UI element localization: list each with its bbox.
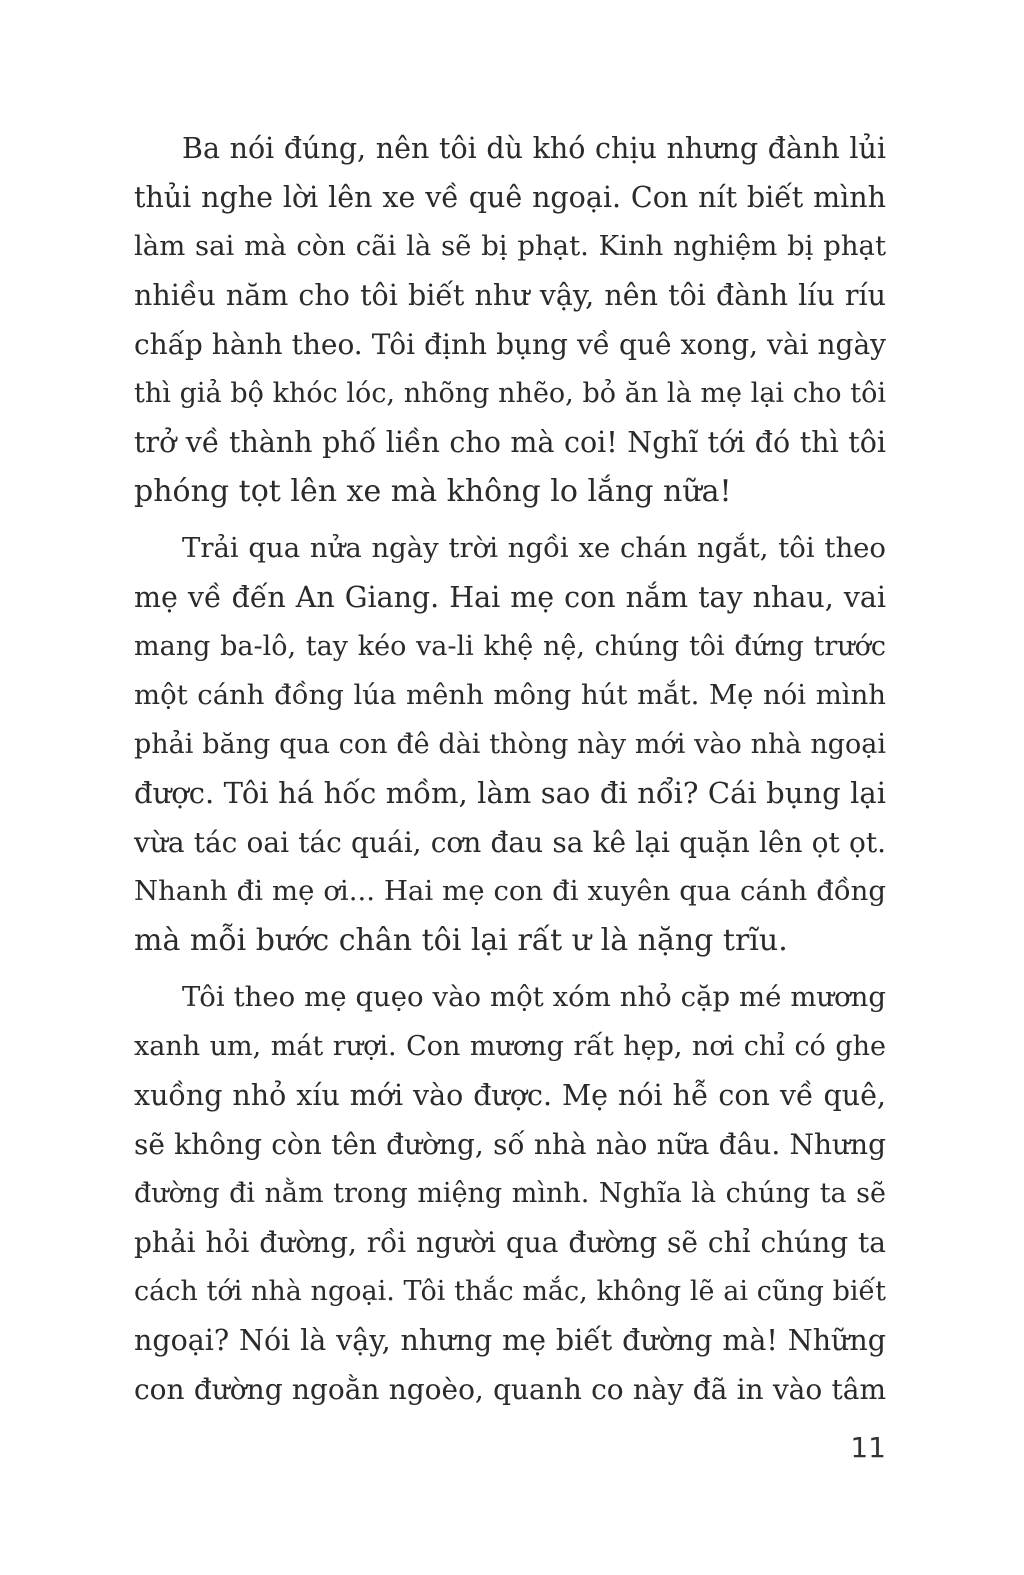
text-line: thì giả bộ khóc lóc, nhõng nhẽo, bỏ ăn là mẹ lại cho tôi xyxy=(134,378,886,409)
text-line: mang ba-lô, tay kéo va-li khệ nệ, chúng tôi đứng trước xyxy=(134,631,886,662)
paragraph-1 xyxy=(134,124,886,516)
text-line: cách tới nhà ngoại. Tôi thắc mắc, không lẽ ai cũng biết xyxy=(134,1276,886,1307)
text-line: Trải qua nửa ngày trời ngồi xe chán ngắt, tôi theo xyxy=(182,532,886,564)
paragraph-2 xyxy=(134,524,886,965)
text-line: nhiều năm cho tôi biết như vậy, nên tôi đành líu ríu xyxy=(134,279,886,312)
text-line: một cánh đồng lúa mênh mông hút mắt. Mẹ nói mình xyxy=(134,679,886,711)
text-line: Tôi theo mẹ quẹo vào một xóm nhỏ cặp mé mương xyxy=(182,981,886,1013)
text-line: phải hỏi đường, rồi người qua đường sẽ chỉ chúng ta xyxy=(134,1226,886,1259)
text-line: đường đi nằm trong miệng mình. Nghĩa là chúng ta sẽ xyxy=(134,1178,886,1209)
text-line: chấp hành theo. Tôi định bụng về quê xong, vài ngày xyxy=(134,328,886,361)
text-line: con đường ngoằn ngoèo, quanh co này đã in vào tâm xyxy=(134,1373,886,1406)
text-line: làm sai mà còn cãi là sẽ bị phạt. Kinh nghiệm bị phạt xyxy=(134,230,886,262)
text-line: được. Tôi há hốc mồm, làm sao đi nổi? Cái bụng lại xyxy=(134,776,886,810)
text-line: vừa tác oai tác quái, cơn đau sa kê lại quặn lên ọt ọt. xyxy=(134,826,886,859)
page-number: 11 xyxy=(850,1431,886,1464)
text-line: mà mỗi bước chân tôi lại rất ư là nặng trĩu. xyxy=(134,923,788,958)
text-line: xanh um, mát rượi. Con mương rất hẹp, nơi chỉ có ghe xyxy=(134,1031,886,1062)
text-line: phóng tọt lên xe mà không lo lắng nữa! xyxy=(134,474,732,509)
paragraph-spacer xyxy=(134,965,886,973)
text-line: sẽ không còn tên đường, số nhà nào nữa đâu. Nhưng xyxy=(134,1128,886,1161)
paragraph-spacer xyxy=(134,516,886,524)
body-text xyxy=(134,124,886,1414)
paragraph-3 xyxy=(134,973,886,1414)
text-line: ngoại? Nói là vậy, nhưng mẹ biết đường mà! Những xyxy=(134,1324,886,1357)
text-line: Ba nói đúng, nên tôi dù khó chịu nhưng đành lủi xyxy=(182,132,886,165)
text-line: mẹ về đến An Giang. Hai mẹ con nắm tay nhau, vai xyxy=(134,581,886,614)
text-line: phải băng qua con đê dài thòng này mới vào nhà ngoại xyxy=(134,729,886,760)
text-line: xuồng nhỏ xíu mới vào được. Mẹ nói hễ con về quê, xyxy=(134,1079,886,1112)
text-line: Nhanh đi mẹ ơi... Hai mẹ con đi xuyên qua cánh đồng xyxy=(134,875,886,907)
text-line: trở về thành phố liền cho mà coi! Nghĩ tới đó thì tôi xyxy=(134,426,886,459)
text-line: thủi nghe lời lên xe về quê ngoại. Con nít biết mình xyxy=(134,181,886,214)
